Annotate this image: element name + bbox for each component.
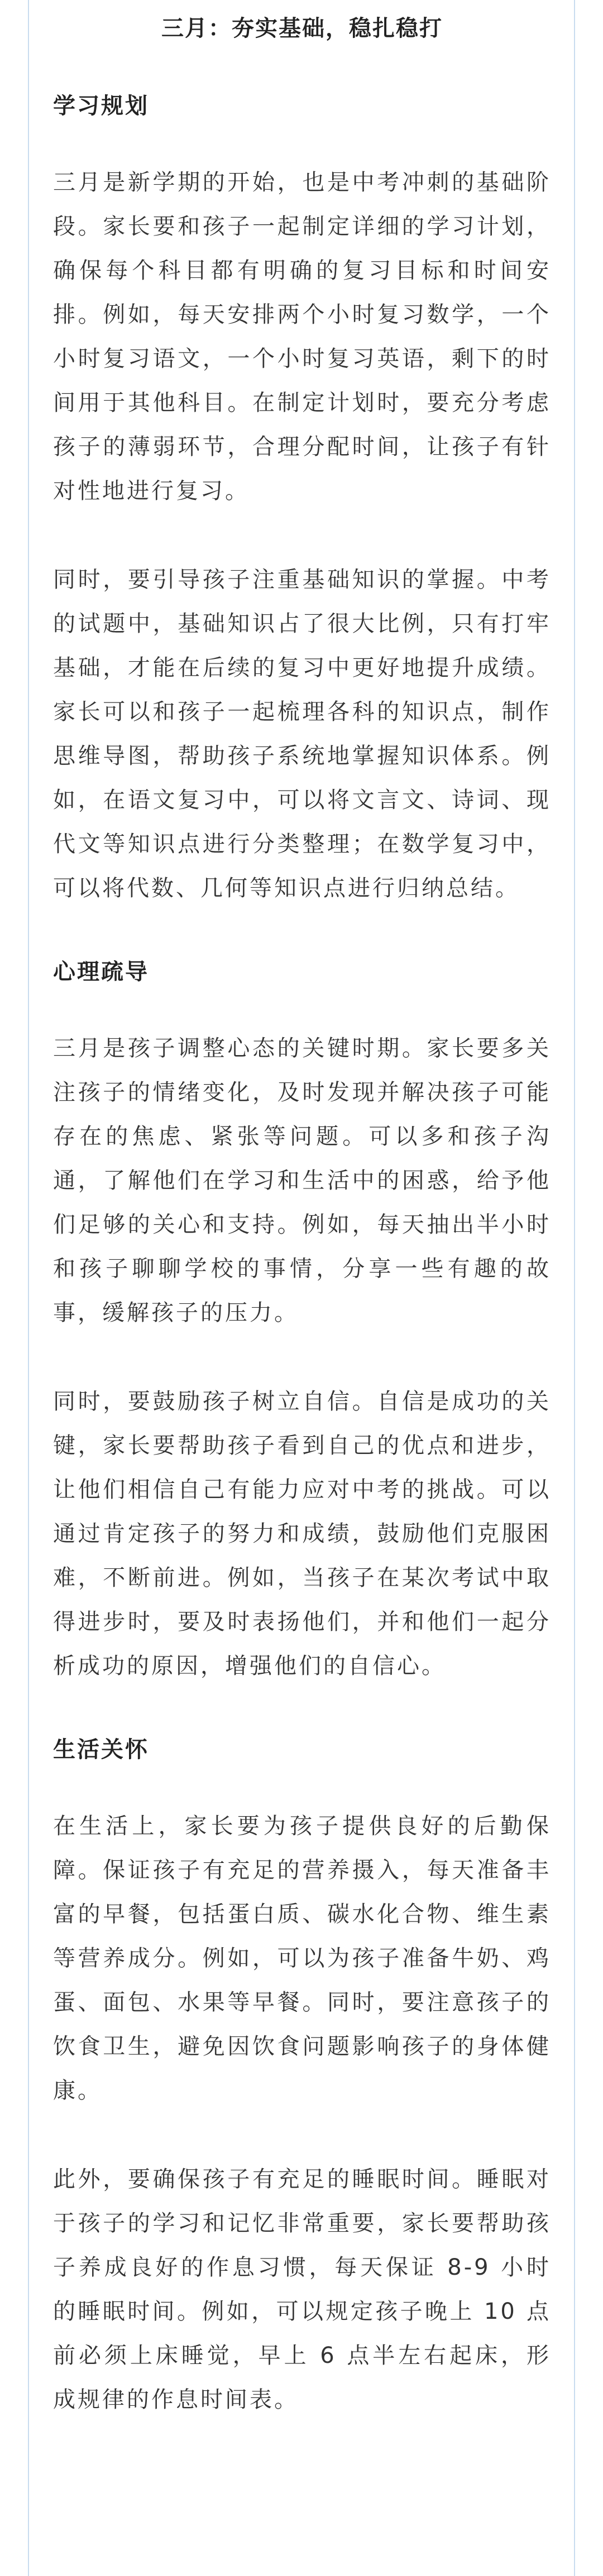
paragraph: 同时，要鼓励孩子树立自信。自信是成功的关键，家长要帮助孩子看到自己的优点和进步，让他们相信自己有能力应对中考的挑战。可以通过肯定孩子的努力和成绩，鼓励他们克服困难，不断前进。例如，当孩子在某次考试中取得进步时，要及时表扬他们，并和他们一起分析成功的原因，增强他们的自信心。 bbox=[53, 1389, 551, 1679]
paragraph: 此外，要确保孩子有充足的睡眠时间。睡眠对于孩子的学习和记忆非常重要，家长要帮助孩子养成良好的作息习惯，每天保证 8-9 小时的睡眠时间。例如，可以规定孩子晚上 10 点前必须上床睡觉，早上 6 点半左右起床，形成规律的作息时间表。 bbox=[53, 2166, 551, 2413]
article-body bbox=[53, 0, 551, 2422]
article-title: 三月：夯实基础，稳扎稳打 bbox=[161, 16, 443, 41]
paragraph: 同时，要引导孩子注重基础知识的掌握。中考的试题中，基础知识占了很大比例，只有打牢基础，才能在后续的复习中更好地提升成绩。家长可以和孩子一起梳理各科的知识点，制作思维导图，帮助孩子系统地掌握知识体系。例如，在语文复习中，可以将文言文、诗词、现代文等知识点进行分类整理；在数学复习中，可以将代数、几何等知识点进行归纳总结。 bbox=[53, 567, 551, 901]
paragraph: 三月是孩子调整心态的关键时期。家长要多关注孩子的情绪变化，及时发现并解决孩子可能存在的焦虑、紧张等问题。可以多和孩子沟通，了解他们在学习和生活中的困惑，给予他们足够的关心和支持。例如，每天抽出半小时和孩子聊聊学校的事情，分享一些有趣的故事，缓解孩子的压力。 bbox=[53, 1036, 551, 1326]
section-heading-psychology: 心理疏导 bbox=[53, 959, 149, 985]
section-heading-study-plan: 学习规划 bbox=[53, 93, 149, 119]
paragraph: 在生活上，家长要为孩子提供良好的后勤保障。保证孩子有充足的营养摄入，每天准备丰富的早餐，包括蛋白质、碳水化合物、维生素等营养成分。例如，可以为孩子准备牛奶、鸡蛋、面包、水果等早餐。同时，要注意孩子的饮食卫生，避免因饮食问题影响孩子的身体健康。 bbox=[53, 1813, 551, 2103]
paragraph: 三月是新学期的开始，也是中考冲刺的基础阶段。家长要和孩子一起制定详细的学习计划，确保每个科目都有明确的复习目标和时间安排。例如，每天安排两个小时复习数学，一个小时复习语文，一个小时复习英语，剩下的时间用于其他科目。在制定计划时，要充分考虑孩子的薄弱环节，合理分配时间，让孩子有针对性地进行复习。 bbox=[53, 170, 551, 504]
section-heading-life-care: 生活关怀 bbox=[53, 1737, 149, 1763]
